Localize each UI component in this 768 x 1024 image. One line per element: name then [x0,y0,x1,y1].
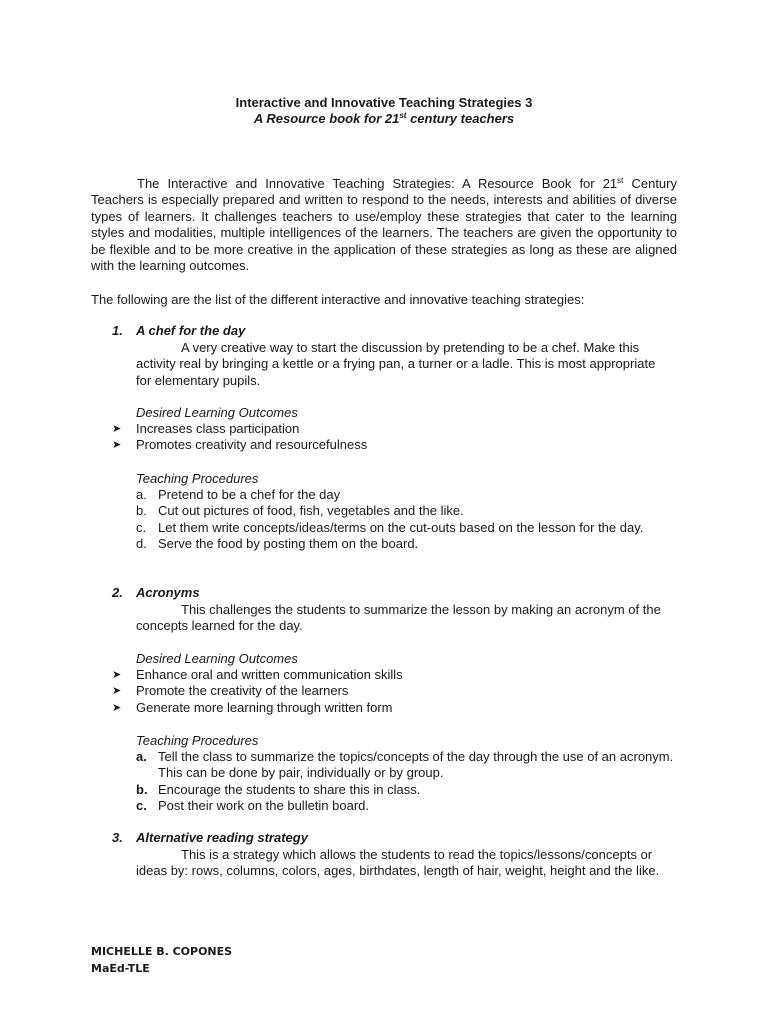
list-item-text: Pretend to be a chef for the day [158,487,341,502]
list-item-text: Tell the class to summarize the topics/concepts of the day through the use of an acronym. This can be done by pair, individually or by group. [158,749,674,781]
section-body [136,847,672,880]
author-name: MICHELLE B. COPONES [91,945,233,958]
author-degree: MaEd-TLE [91,962,150,975]
list-item-text: Increases class participation [136,421,300,436]
list-item-text: Let them write concepts/ideas/terms on the cut-outs based on the lesson for the day. [158,519,644,535]
list-intro: The following are the list of the different interactive and innovative teaching strategies: [91,292,585,307]
outcomes-label: Desired Learning Outcomes [136,405,298,420]
section-title: Alternative reading strategy [136,830,308,845]
outcomes-label: Desired Learning Outcomes [136,651,298,666]
list-item-text: Serve the food by posting them on the board. [158,536,419,552]
subtitle-text-end: century teachers [406,111,515,126]
list-item [112,667,403,683]
section-body-text: This is a strategy which allows the students to read the topics/lessons/concepts or ideas by: rows, columns, colors, ages, birthdates, length of hair, weight, height and the like. [136,847,660,879]
intro-text: The Interactive and Innovative Teaching Strategies: A Resource Book for 21 [137,176,618,191]
arrowhead-bullet-icon: ➤ [112,685,122,698]
outcomes-list [112,667,403,716]
list-item [136,520,676,536]
procedures-list [136,487,676,553]
document-title: Interactive and Innovative Teaching Strategies 3 [235,95,533,110]
arrowhead-bullet-icon: ➤ [112,423,122,435]
list-item [136,782,676,798]
list-item [112,700,403,716]
list-item-text: Encourage the students to share this in class. [158,781,421,797]
section-body-text: This challenges the students to summarize the lesson by making an acronym of the concepts learned for the day. [136,602,661,634]
arrowhead-bullet-icon: ➤ [112,439,122,452]
list-marker: b. [136,503,147,519]
intro-text-end: Century Teachers is especially prepared and written to respond to the needs, interests and abilities of diverse types of learners. It challenges teachers to use/employ these strategies that cater to the learning styles and modalities, multiple intelligences of the learners. The teachers are given the opportunity to be flexible and to be more creative in the application of these strategies as long as these are aligned with the learning outcomes. [91,176,677,274]
outcomes-list [112,421,367,454]
procedures-label: Teaching Procedures [136,471,259,486]
list-item [136,798,676,814]
document-subtitle [0,111,768,127]
section-heading [112,585,200,601]
section-title: Acronyms [136,585,200,600]
list-item [112,683,403,699]
list-marker: c. [136,798,147,814]
list-marker: b. [136,781,148,797]
list-marker: d. [136,536,147,552]
list-item [136,749,676,782]
section-heading [112,323,245,339]
list-item-text: Post their work on the bulletin board. [158,798,370,814]
list-item-text: Generate more learning through written form [136,699,393,715]
procedures-list [136,749,676,815]
list-item [112,421,367,437]
section-number: 3. [112,830,123,845]
section-number: 1. [112,323,123,338]
list-item [136,536,676,552]
section-title: A chef for the day [136,323,246,338]
subtitle-superscript: st [399,111,407,120]
section-body-text: A very creative way to start the discussion by pretending to be a chef. Make this activity real by bringing a kettle or a frying pan, a turner or a ladle. This is most appropriate for elementary pupils. [136,340,656,388]
section-body [136,602,672,635]
list-item [136,487,676,503]
list-marker: a. [136,487,147,502]
list-marker: c. [136,519,147,535]
list-item-text: Promotes creativity and resourcefulness [136,437,368,453]
section-heading [112,830,308,846]
list-item-text: Cut out pictures of food, fish, vegetables and the like. [158,503,464,519]
intro-paragraph [91,176,677,274]
subtitle-text: A Resource book for 21 [253,111,400,126]
section-number: 2. [112,585,123,600]
list-item [112,437,367,453]
arrowhead-bullet-icon: ➤ [112,669,122,681]
list-item-text: Enhance oral and written communication skills [136,667,403,682]
procedures-label: Teaching Procedures [136,733,259,748]
list-marker: a. [136,749,147,764]
list-item [136,503,676,519]
list-item-text: Promote the creativity of the learners [136,683,349,699]
section-body [136,340,672,389]
intro-superscript: st [617,176,624,185]
arrowhead-bullet-icon: ➤ [112,701,122,714]
